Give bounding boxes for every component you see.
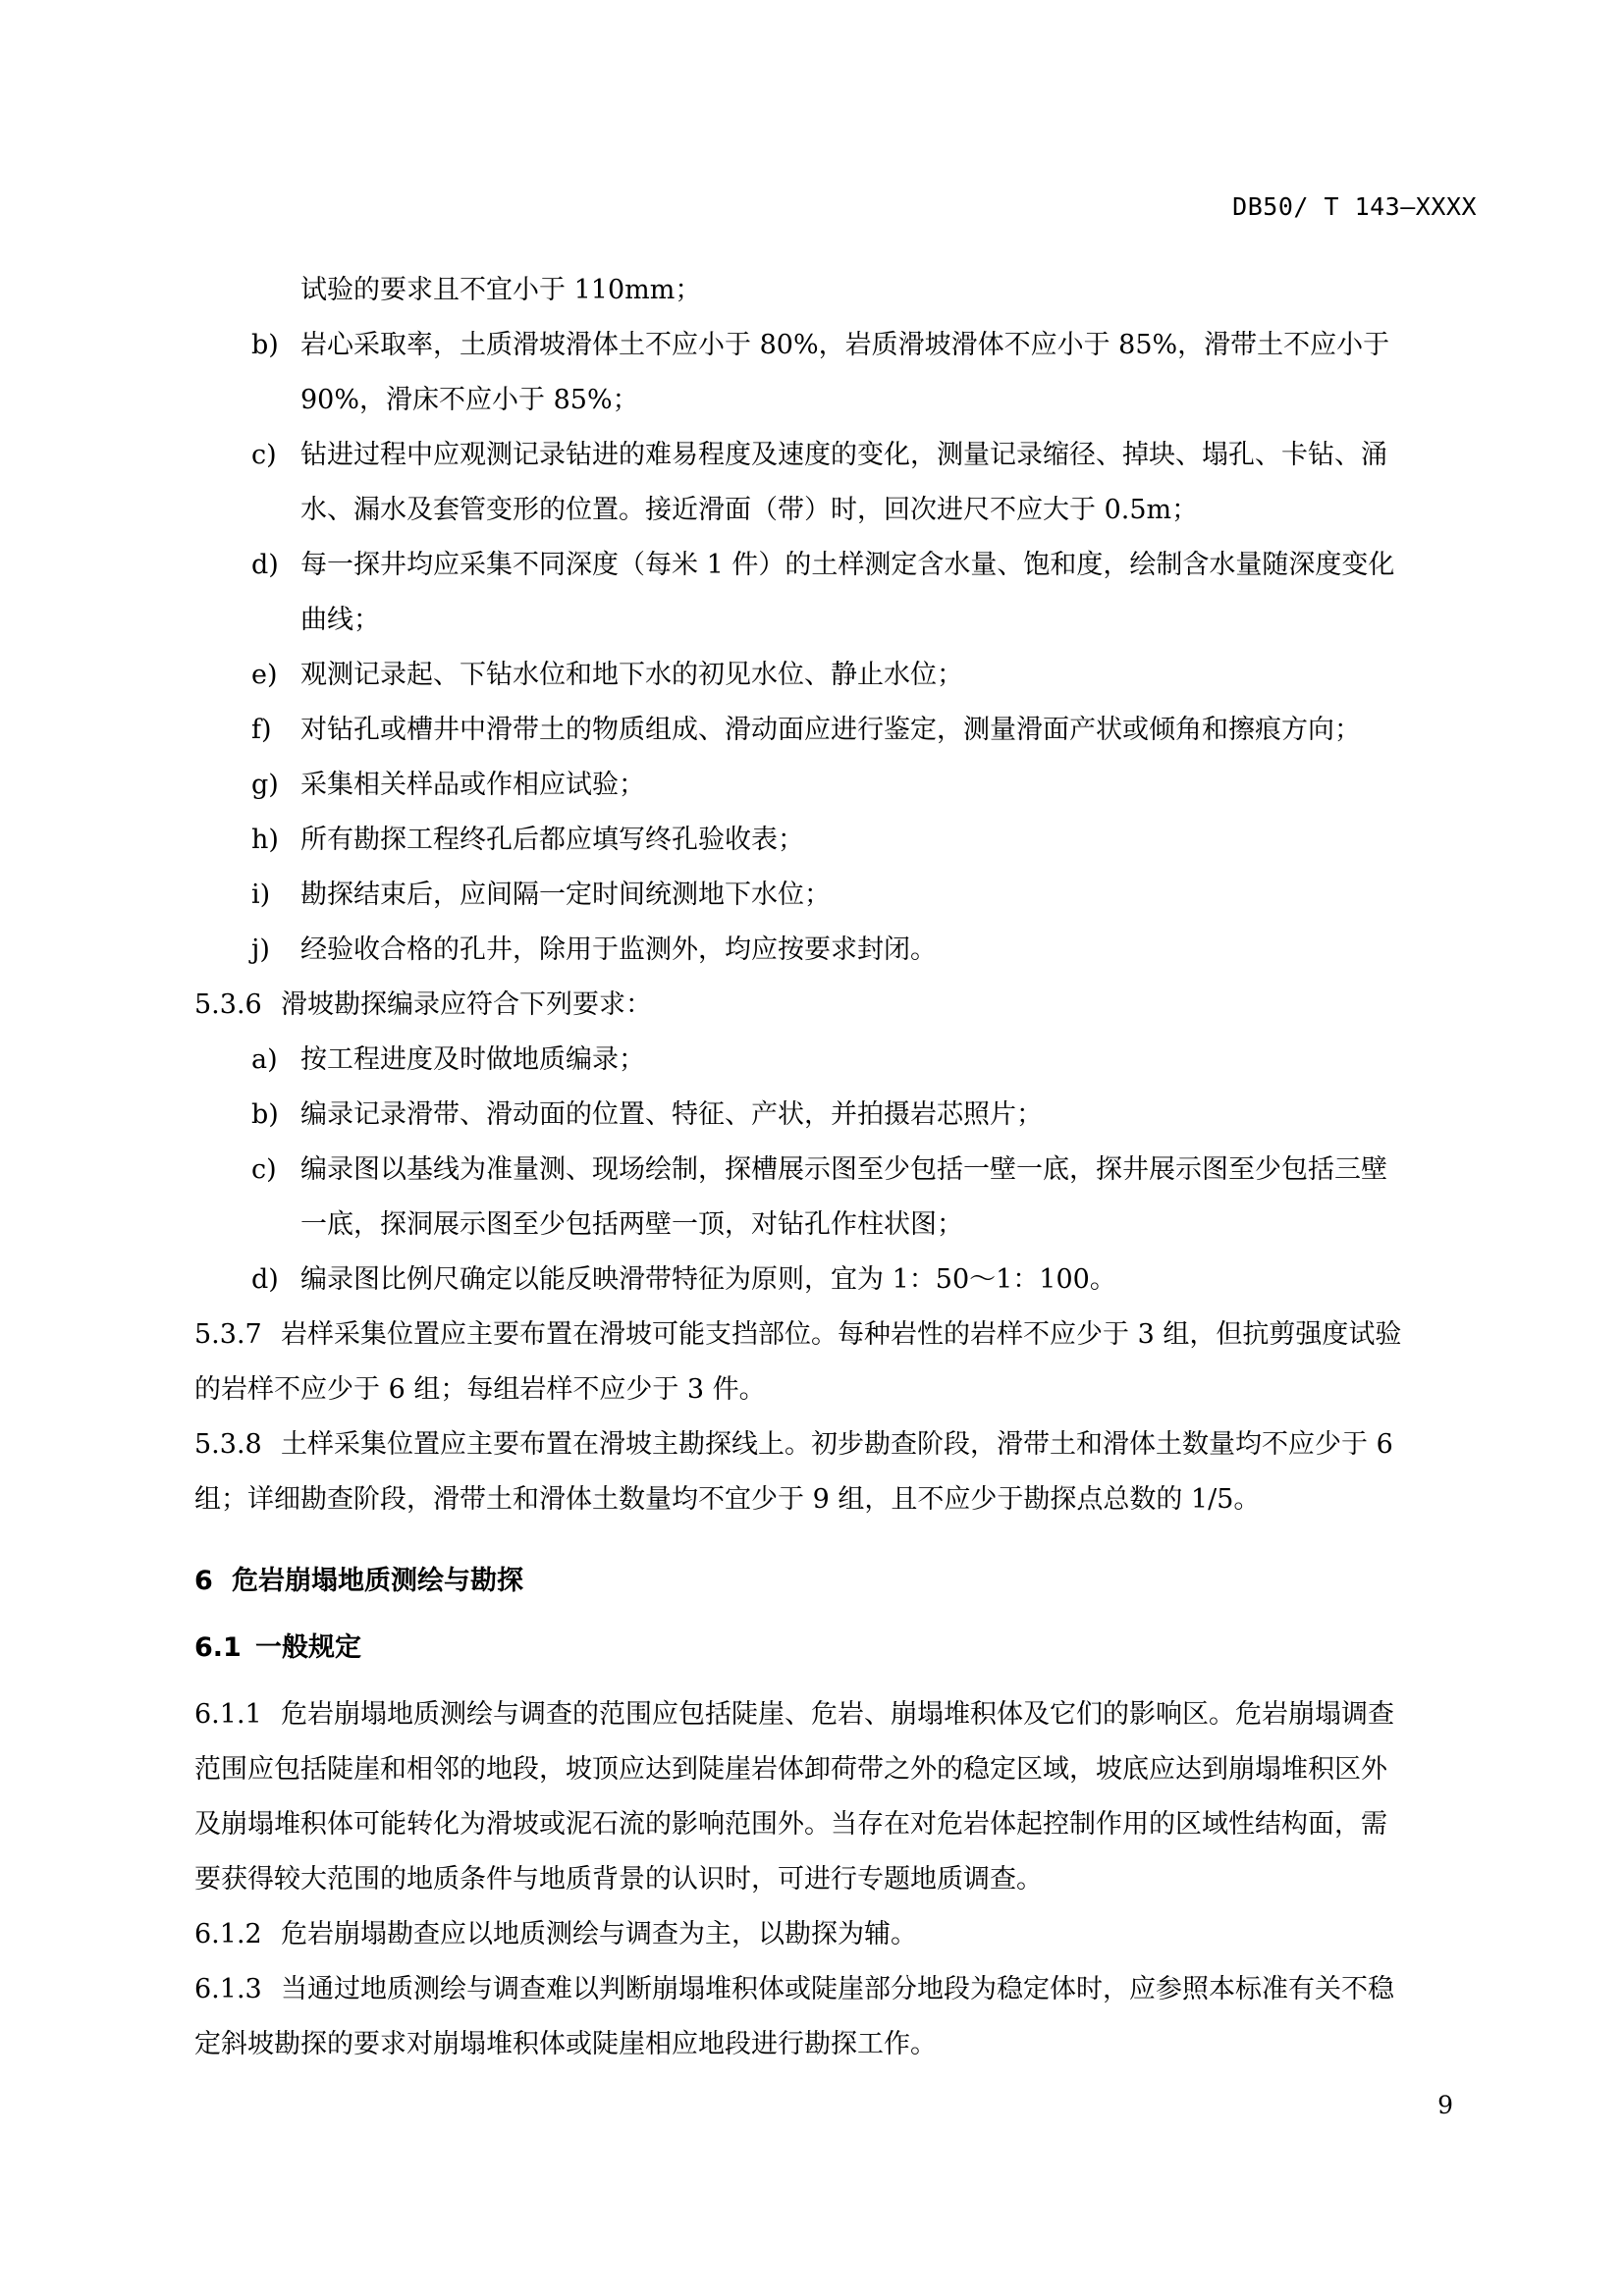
item-line: 一底，探洞展示图至少包括两壁一顶，对钻孔作柱状图；: [300, 1209, 963, 1240]
item-line: 编录图比例尺确定以能反映滑带特征为原则，宜为 1：50～1：100。: [300, 1264, 1116, 1295]
clause-line: 范围应包括陡崖和相邻的地段，坡顶应达到陡崖岩体卸荷带之外的稳定区域，坡底应达到崩塌堆积区外: [194, 1754, 1387, 1785]
clause-line: [194, 1308, 1477, 1362]
clause-5-3-8: [194, 1417, 1477, 1527]
clause-text: 危岩崩塌地质测绘与调查的范围应包括陡崖、危岩、崩塌堆积体及它们的影响区。危岩崩塌调查: [281, 1699, 1394, 1730]
continuation-line: 试验的要求且不宜小于 110mm；: [300, 275, 702, 305]
list-marker: c): [251, 440, 277, 470]
list-marker: i): [251, 880, 271, 910]
item-line: 所有勘探工程终孔后都应填写终孔验收表；: [300, 825, 804, 855]
list-item-a: [194, 1033, 1477, 1088]
list-item-d: [194, 1253, 1477, 1308]
clause-line: 要获得较大范围的地质条件与地质背景的认识时，可进行专题地质调查。: [194, 1864, 1043, 1895]
item-line: 曲线；: [300, 605, 380, 635]
list-marker: g): [251, 770, 279, 800]
item-line: 钻进过程中应观测记录钻进的难易程度及速度的变化，测量记录缩径、掉块、塌孔、卡钻、涌: [300, 440, 1387, 470]
list-item-j: [194, 923, 1477, 978]
section-number: 6: [194, 1566, 213, 1596]
clause-6-1-3: [194, 1962, 1477, 2072]
drilling-requirements-list: [194, 318, 1477, 978]
list-item-b: [194, 318, 1477, 428]
item-line: 勘探结束后，应间隔一定时间统测地下水位；: [300, 880, 831, 910]
clause-text: 岩样采集位置应主要布置在滑坡可能支挡部位。每种岩性的岩样不应少于 3 组，但抗剪强度试验: [281, 1319, 1402, 1350]
list-item-h: [194, 813, 1477, 868]
logging-requirements-list: [194, 1033, 1477, 1308]
clause-line: [194, 1687, 1477, 1742]
clause-text: 土样采集位置应主要布置在滑坡主勘探线上。初步勘查阶段，滑带土和滑体土数量均不应少于 6: [281, 1429, 1393, 1460]
clause-line: 组；详细勘查阶段，滑带土和滑体土数量均不宜少于 9 组，且不应少于勘探点总数的 1/5。: [194, 1484, 1261, 1515]
list-marker: b): [251, 330, 279, 360]
item-line: 按工程进度及时做地质编录；: [300, 1044, 645, 1075]
clause-number: 6.1.1: [194, 1699, 262, 1730]
clause-line: 定斜坡勘探的要求对崩塌堆积体或陡崖相应地段进行勘探工作。: [194, 2029, 937, 2059]
item-line: 经验收合格的孔井，除用于监测外，均应按要求封闭。: [300, 934, 937, 965]
clause-number: 6.1.2: [194, 1919, 262, 1949]
list-marker: h): [251, 825, 279, 855]
page-body: [194, 263, 1477, 2072]
list-marker: f): [251, 715, 272, 745]
list-marker: b): [251, 1099, 279, 1130]
clause-text: 当通过地质测绘与调查难以判断崩塌堆积体或陡崖部分地段为稳定体时，应参照本标准有关不稳: [281, 1974, 1394, 2004]
clause-6-1-2: [194, 1907, 1477, 1962]
item-line: 对钻孔或槽井中滑带土的物质组成、滑动面应进行鉴定，测量滑面产状或倾角和擦痕方向；: [300, 715, 1361, 745]
clause-6-1-1: [194, 1687, 1477, 1907]
clause-text: 危岩崩塌勘查应以地质测绘与调查为主，以勘探为辅。: [281, 1919, 917, 1949]
list-item-e: [194, 648, 1477, 703]
item-line: 岩心采取率，土质滑坡滑体土不应小于 80%，岩质滑坡滑体不应小于 85%，滑带土不应小于: [300, 330, 1390, 360]
item-line: 水、漏水及套管变形的位置。接近滑面（带）时，回次进尺不应大于 0.5m；: [300, 495, 1199, 525]
section-title: 一般规定: [255, 1632, 361, 1663]
section-title: 危岩崩塌地质测绘与勘探: [232, 1566, 523, 1596]
clause-5-3-6: [194, 978, 1477, 1033]
section-heading-6: [194, 1552, 1477, 1611]
clause-number: 5.3.6: [194, 989, 262, 1020]
clause-number: 5.3.7: [194, 1319, 262, 1350]
clause-number: 6.1.3: [194, 1974, 262, 2004]
page-number: 9: [1437, 2091, 1453, 2119]
list-marker: d): [251, 1264, 279, 1295]
document-code: DB50/ T 143—XXXX: [1232, 192, 1477, 221]
list-item-f: [194, 703, 1477, 758]
list-item-d: [194, 538, 1477, 648]
list-marker: d): [251, 550, 279, 580]
item-line: 编录图以基线为准量测、现场绘制，探槽展示图至少包括一壁一底，探井展示图至少包括三壁: [300, 1154, 1387, 1185]
list-item-c: [194, 1143, 1477, 1253]
section-heading-6-1: [194, 1621, 1477, 1676]
clause-line: 的岩样不应少于 6 组；每组岩样不应少于 3 件。: [194, 1374, 766, 1405]
item-line: 90%，滑床不应小于 85%；: [300, 385, 639, 415]
clause-line: 及崩塌堆积体可能转化为滑坡或泥石流的影响范围外。当存在对危岩体起控制作用的区域性结构面，需: [194, 1809, 1387, 1840]
item-line: 采集相关样品或作相应试验；: [300, 770, 645, 800]
list-item-b: [194, 1088, 1477, 1143]
list-marker: j): [251, 934, 270, 965]
list-item-c: [194, 428, 1477, 538]
clause-text: 滑坡勘探编录应符合下列要求：: [281, 989, 652, 1020]
item-line: 观测记录起、下钻水位和地下水的初见水位、静止水位；: [300, 660, 963, 690]
clause-number: 5.3.8: [194, 1429, 262, 1460]
clause-line: [194, 1962, 1477, 2017]
list-marker: a): [251, 1044, 278, 1075]
clause-5-3-7: [194, 1308, 1477, 1417]
item-line: 每一探井均应采集不同深度（每米 1 件）的土样测定含水量、饱和度，绘制含水量随深度变化: [300, 550, 1395, 580]
clause-line: [194, 1417, 1477, 1472]
item-line: 编录记录滑带、滑动面的位置、特征、产状，并拍摄岩芯照片；: [300, 1099, 1043, 1130]
list-item-i: [194, 868, 1477, 923]
list-marker: c): [251, 1154, 277, 1185]
list-marker: e): [251, 660, 278, 690]
list-item-g: [194, 758, 1477, 813]
section-number: 6.1: [194, 1632, 242, 1663]
